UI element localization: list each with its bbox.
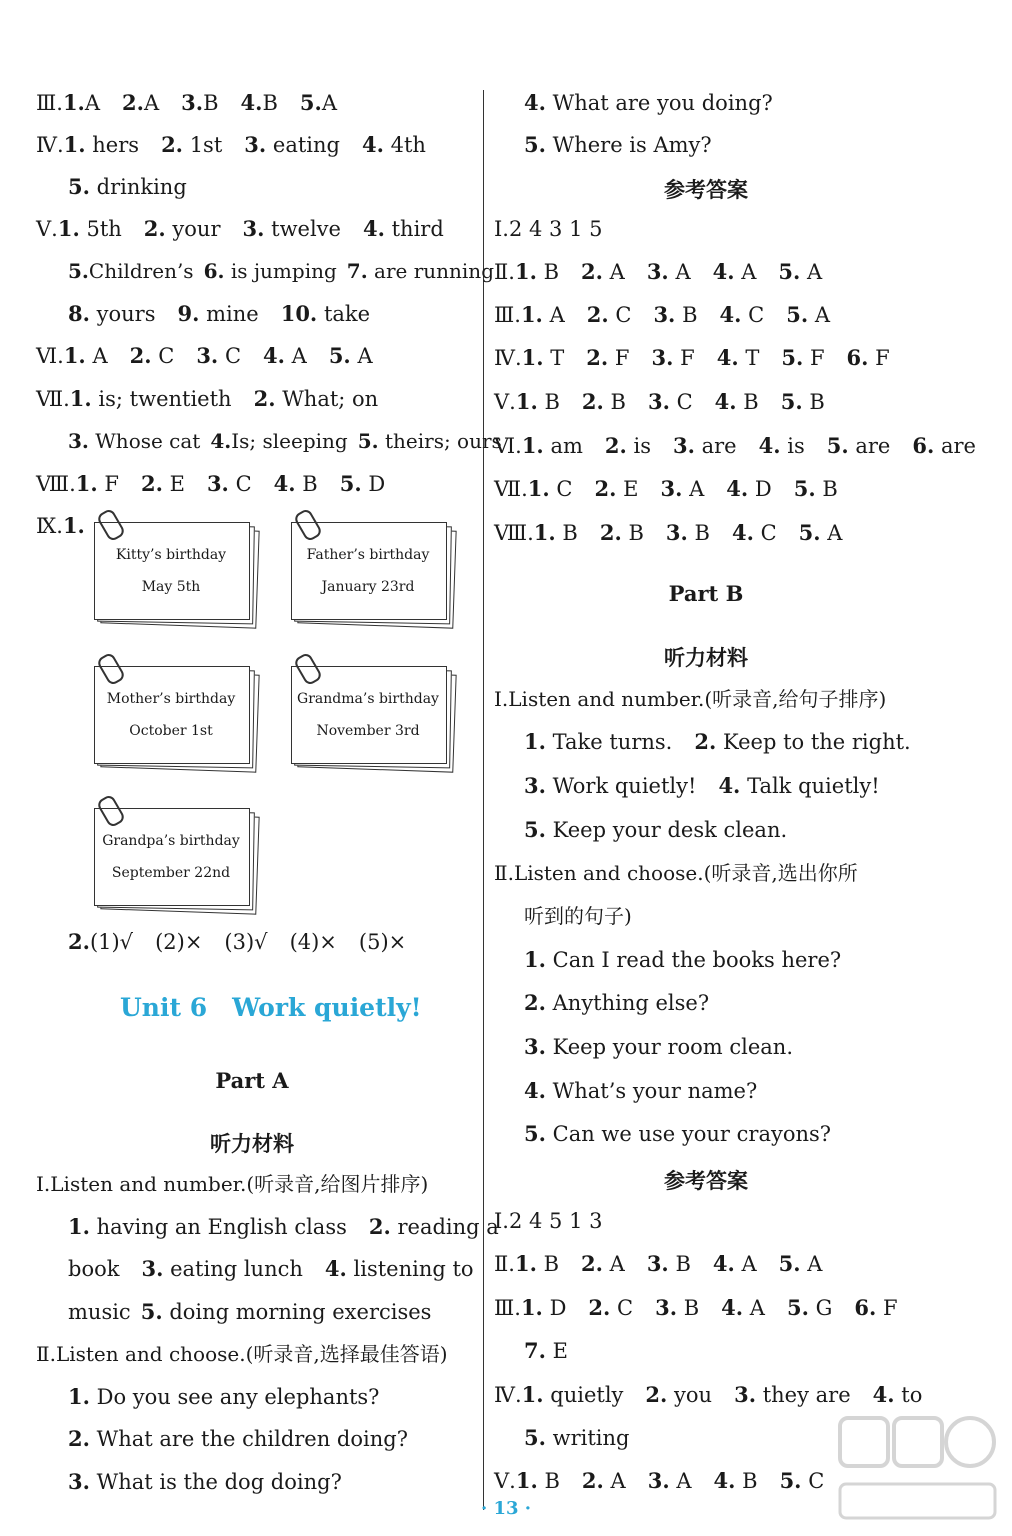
answer-row-7b: 3. Whose cat 4.Is; sleeping 5. theirs; ours xyxy=(68,429,502,453)
answer-row: Ⅵ.1. am 2. is 3. are 4. is 5. are 6. are xyxy=(494,433,976,458)
listening-line: 3. Work quietly! 4. Talk quietly! xyxy=(524,773,880,798)
question-line: 4. What’s your name? xyxy=(524,1078,758,1103)
page-number: · 13 · xyxy=(480,1498,532,1519)
part-a-heading: Part A xyxy=(215,1068,289,1093)
section-2-heading: Ⅱ.Listen and choose.(听录音,选择最佳答语) xyxy=(36,1342,448,1366)
question-line: 5. Where is Amy? xyxy=(524,132,712,157)
listening-heading: 听力材料 xyxy=(664,645,748,670)
card-title: Grandpa’s birthday xyxy=(102,833,240,849)
birthday-card xyxy=(94,808,250,910)
card-date: January 23rd xyxy=(321,579,415,595)
birthday-card xyxy=(94,666,250,768)
answer-row-7: Ⅶ.1. is; twentieth 2. What; on xyxy=(36,386,379,411)
listening-line: 5. Keep your desk clean. xyxy=(524,817,788,842)
question-line: 2. Anything else? xyxy=(524,990,710,1015)
question-line: 3. What is the dog doing? xyxy=(68,1469,342,1494)
card-date: November 3rd xyxy=(316,723,420,739)
answers-heading: 参考答案 xyxy=(664,177,748,202)
answer-row: Ⅳ.1. quietly 2. you 3. they are 4. to xyxy=(494,1382,923,1407)
listening-line: 1. having an English class 2. reading a xyxy=(68,1214,499,1239)
answer-row: Ⅶ.1. C 2. E 3. A 4. D 5. B xyxy=(494,476,838,501)
question-line: 1. Do you see any elephants? xyxy=(68,1384,380,1409)
card-title: Kitty’s birthday xyxy=(115,547,227,563)
card-title: Father’s birthday xyxy=(306,547,430,563)
section-1-heading: Ⅰ.Listen and number.(听录音,给句子排序) xyxy=(494,687,887,711)
card-date: September 22nd xyxy=(111,865,231,881)
section-1-heading: Ⅰ.Listen and number.(听录音,给图片排序) xyxy=(36,1172,429,1196)
answer-row-5: Ⅴ.1. 5th 2. your 3. twelve 4. third xyxy=(36,216,444,241)
answer-row: Ⅴ.1. B 2. B 3. C 4. B 5. B xyxy=(494,389,825,414)
answer-row: 5. writing xyxy=(524,1425,630,1450)
answer-row: Ⅴ.1. B 2. A 3. A 4. B 5. C xyxy=(494,1468,825,1493)
answer-row-6: Ⅵ.1. A 2. C 3. C 4. A 5. A xyxy=(36,343,373,368)
column-divider xyxy=(483,90,484,1510)
part-b-heading: Part B xyxy=(668,581,744,606)
answer-row: 7. E xyxy=(524,1338,568,1363)
listening-line: book 3. eating lunch 4. listening to xyxy=(68,1256,474,1281)
answer-row-8: Ⅷ.1. F 2. E 3. C 4. B 5. D xyxy=(36,471,386,496)
question-line: 4. What are you doing? xyxy=(524,90,773,115)
answer-row-5c: 8. yours 9. mine 10. take xyxy=(68,301,371,326)
birthday-card xyxy=(291,666,447,768)
answer-row: Ⅰ.2 4 5 1 3 xyxy=(494,1209,603,1233)
answer-row: Ⅱ.1. B 2. A 3. A 4. A 5. A xyxy=(494,259,823,284)
birthday-card xyxy=(291,522,447,624)
question-line: 2. What are the children doing? xyxy=(68,1426,408,1451)
listening-line: music 5. doing morning exercises xyxy=(68,1299,432,1324)
answer-row-9b: 2.(1)√ (2)× (3)√ (4)× (5)× xyxy=(68,929,407,954)
answer-row-4: Ⅳ.1. hers 2. 1st 3. eating 4. 4th xyxy=(36,132,426,157)
birthday-card xyxy=(94,522,250,624)
question-line: 1. Can I read the books here? xyxy=(524,947,842,972)
listening-heading: 听力材料 xyxy=(210,1131,294,1156)
question-line: 3. Keep your room clean. xyxy=(524,1034,794,1059)
answer-row-3: Ⅲ.1.A 2.A 3.B 4.B 5.A xyxy=(36,90,338,115)
answer-row: Ⅳ.1. T 2. F 3. F 4. T 5. F 6. F xyxy=(494,345,890,370)
question-line: 5. Can we use your crayons? xyxy=(524,1121,832,1146)
section-2-heading: Ⅱ.Listen and choose.(听录音,选出你所 xyxy=(494,861,858,885)
answer-row: Ⅲ.1. A 2. C 3. B 4. C 5. A xyxy=(494,302,830,327)
card-date: May 5th xyxy=(141,579,201,595)
answer-row-5b: 5.Children’s 6. is jumping 7. are running xyxy=(68,259,494,283)
listening-line: 1. Take turns. 2. Keep to the right. xyxy=(524,729,911,754)
unit-title: Unit 6 Work quietly! xyxy=(120,993,422,1022)
answers-heading: 参考答案 xyxy=(664,1168,748,1193)
answer-row-4b: 5. drinking xyxy=(68,174,187,199)
card-title: Mother’s birthday xyxy=(106,691,236,707)
answer-row: Ⅰ.2 4 3 1 5 xyxy=(494,217,603,241)
card-title: Grandma’s birthday xyxy=(297,691,439,707)
answer-row: Ⅷ.1. B 2. B 3. B 4. C 5. A xyxy=(494,520,843,545)
answer-row-9: Ⅸ.1. xyxy=(36,513,85,538)
answer-row: Ⅱ.1. B 2. A 3. B 4. A 5. A xyxy=(494,1251,823,1276)
card-date: October 1st xyxy=(129,723,213,739)
answer-row: Ⅲ.1. D 2. C 3. B 4. A 5. G 6. F xyxy=(494,1295,898,1320)
section-2-heading-cont: 听到的句子) xyxy=(524,904,632,928)
